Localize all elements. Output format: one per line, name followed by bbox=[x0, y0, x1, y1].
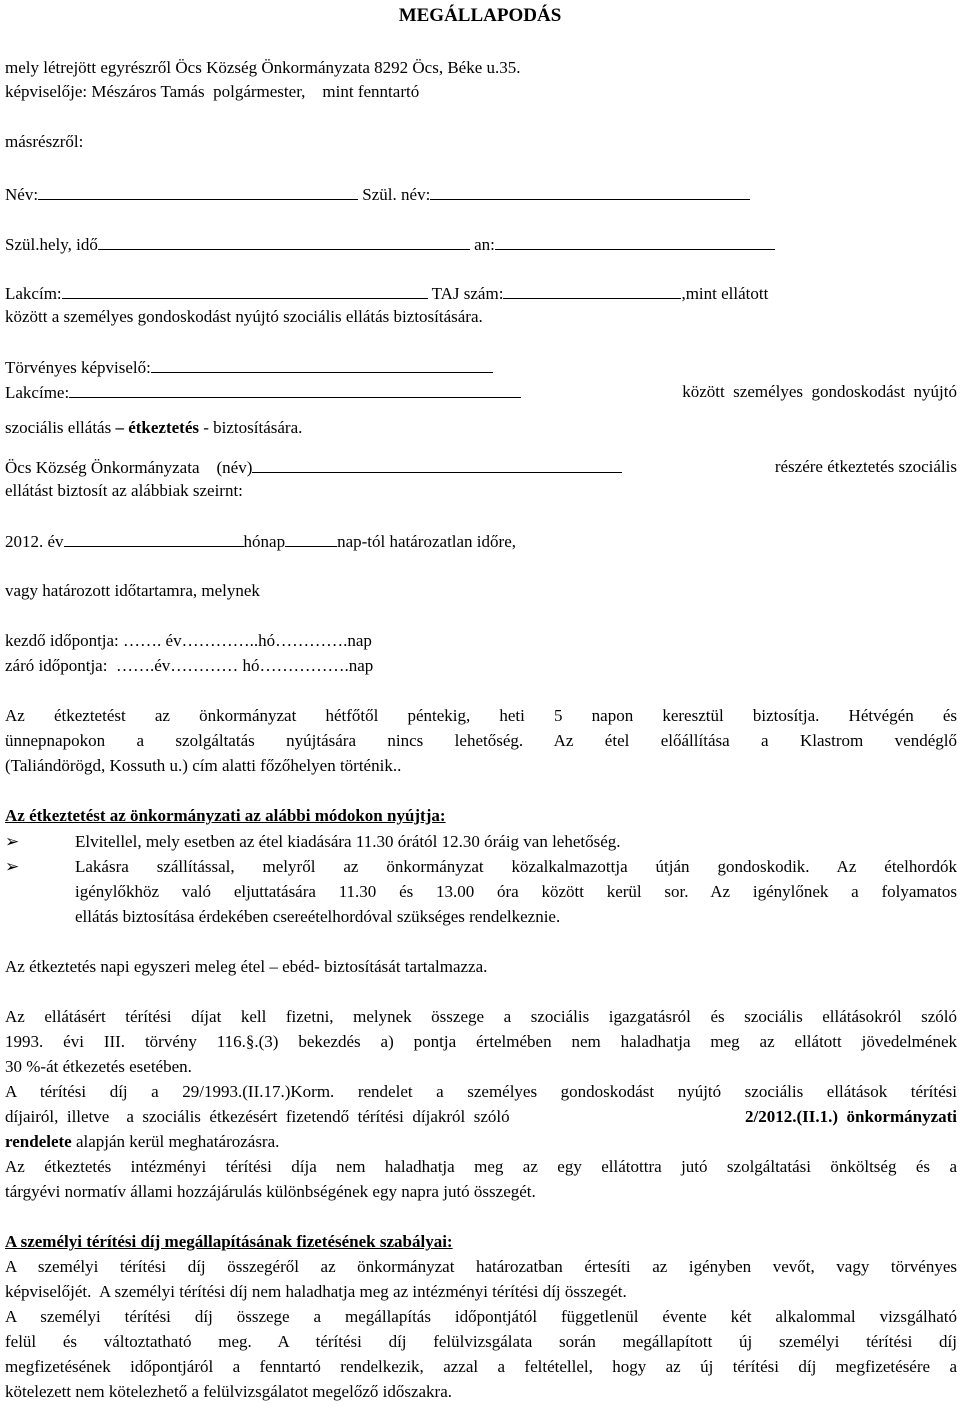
social-service-line bbox=[5, 415, 302, 440]
paragraph-5-line-1: Az étkeztetés intézményi térítési díja nem haladhatja meg az egy ellátottra jutó szolgáltatási önköltség és a bbox=[5, 1157, 957, 1176]
decree-word: rendelete bbox=[5, 1132, 72, 1151]
paragraph-3-line-1: Az ellátásért térítési díjat kell fizetni, melynek összege a szociális igazgatásról és szociális ellátásokról szóló bbox=[5, 1007, 957, 1026]
paragraph-4-line-2 bbox=[5, 1104, 957, 1129]
legal-rep-label: Törvényes képviselő: bbox=[5, 358, 151, 377]
birthplace-row bbox=[5, 231, 775, 257]
taj-label: TAJ szám: bbox=[431, 284, 504, 303]
bullet-2-line-2: igénylőkhöz való eljuttatására 11.30 és 13.00 óra között kerül sor. Az igénylőnek a folyamatos bbox=[75, 882, 957, 901]
birth-name-label: Szül. név: bbox=[362, 185, 431, 204]
paragraph-6-line-2: képviselőjét. A személyi térítési díj nem haladhatja meg az intézményi térítési díj összegét. bbox=[5, 1282, 627, 1301]
bullet-1: Elvitellel, mely esetben az étel kiadására 11.30 órától 12.30 óráig van lehetőség. bbox=[75, 832, 621, 851]
legal-rep-row bbox=[5, 354, 493, 380]
paragraph-1-line-2: ünnepnapokon a szolgáltatás nyújtására nincs lehetőség. Az étel előállítása a Klastrom vendéglő bbox=[5, 731, 957, 750]
municipality-row bbox=[5, 454, 957, 480]
paragraph-6-line-6: kötelezett nem kötelezhető a felülvizsgálatot megelőző időszakra. bbox=[5, 1382, 453, 1401]
legal-rep-address-row bbox=[5, 379, 957, 405]
paragraph-6-line-5: megfizetésének időpontjáról a fenntartó rendelkezik, azzal a feltétellel, hogy az új térítési díj megfizetésére a bbox=[5, 1357, 957, 1376]
recipient-name-field[interactable] bbox=[252, 454, 622, 473]
mother-name-label: an: bbox=[474, 235, 495, 254]
taj-field[interactable] bbox=[503, 280, 681, 299]
social-service-text: szociális ellátás bbox=[5, 418, 116, 437]
name-label: Név: bbox=[5, 185, 39, 204]
catering-bold: – étkeztetés bbox=[115, 418, 199, 437]
paragraph-3-line-3: 30 %-át étkezetés esetében. bbox=[5, 1057, 192, 1076]
birthplace-field[interactable] bbox=[98, 231, 470, 250]
bullet-2-line-1: Lakásra szállítással, melyről az önkormányzat közalkalmazottja útján gondoskodik. Az ételhordók bbox=[75, 857, 957, 876]
address-field[interactable] bbox=[62, 280, 428, 299]
arrow-bullet-icon: ➢ bbox=[5, 832, 20, 851]
start-time-line: kezdő időpontja: ……. év…………..hó………….nap bbox=[5, 631, 372, 650]
year-field[interactable] bbox=[64, 528, 244, 547]
heading-2: A személyi térítési díj megállapításának fizetésének szabályai: bbox=[5, 1232, 453, 1251]
municipality-text: Öcs Község Önkormányzata (név) bbox=[5, 458, 253, 477]
intro-line-2: képviselője: Mészáros Tamás polgármester, mint fenntartó bbox=[5, 82, 420, 101]
indefinite-text: nap-tól határozatlan időre, bbox=[337, 532, 516, 551]
provision-text: - biztosítására. bbox=[199, 418, 303, 437]
start-date-row bbox=[5, 528, 516, 554]
paragraph-6-line-4: felül és változtatható meg. A térítési díj felülvizsgálata során megállapított új személyi térítési díj bbox=[5, 1332, 957, 1351]
catering-for-text: részére étkeztetés szociális bbox=[774, 457, 957, 476]
decree-number: 2/2012.(II.1.) önkormányzati bbox=[744, 1107, 957, 1126]
paragraph-1-line-1: Az étkeztetést az önkormányzat hétfőtől péntekig, heti 5 napon keresztül biztosítja. Hétvégén és bbox=[5, 706, 957, 725]
as-client-text: ,mint ellátott bbox=[681, 284, 769, 303]
legal-rep-address-label: Lakcíme: bbox=[5, 383, 70, 402]
end-time-line: záró időpontja: …….év………… hó…………….nap bbox=[5, 656, 374, 675]
paragraph-4-line-3 bbox=[5, 1129, 279, 1154]
paragraph-3-line-2: 1993. évi III. törvény 116.§.(3) bekezdés a) pontja értelmében nem haladhatja meg az ellátott jövedelmének bbox=[5, 1032, 957, 1051]
day-field[interactable] bbox=[285, 528, 337, 547]
name-field[interactable] bbox=[38, 181, 358, 200]
fee-text: díjairól, illetve a szociális étkezésért fizetendő térítési díjakról szóló bbox=[5, 1107, 527, 1126]
month-text: hónap bbox=[243, 532, 286, 551]
intro-line-3: másrészről: bbox=[5, 132, 84, 151]
decree-tail: alapján kerül meghatározásra. bbox=[71, 1132, 280, 1151]
heading-1: Az étkeztetést az önkormányzati az alábbi módokon nyújtja: bbox=[5, 806, 446, 825]
birth-name-field[interactable] bbox=[430, 181, 750, 200]
paragraph-6-line-3: A személyi térítési díj összege a megállapítás időpontjától függetlenül évente két alkalommal vizsgálható bbox=[5, 1307, 957, 1326]
year-text: 2012. év bbox=[5, 532, 64, 551]
address-label: Lakcím: bbox=[5, 284, 62, 303]
fixed-term-line: vagy határozott időtartamra, melynek bbox=[5, 581, 260, 600]
document-title: MEGÁLLAPODÁS bbox=[398, 5, 562, 26]
paragraph-1-line-3: (Taliándörögd, Kossuth u.) cím alatti főzőhelyen történik.. bbox=[5, 756, 402, 775]
paragraph-6-line-1: A személyi térítési díj összegéről az önkormányzat határozatban értesíti az igényben vevőt, vagy törvényes bbox=[5, 1257, 957, 1276]
paragraph-4-line-1: A térítési díj a 29/1993.(II.17.)Korm. rendelet a személyes gondoskodást nyújtó szociális ellátások térítési bbox=[5, 1082, 957, 1101]
arrow-bullet-icon: ➢ bbox=[5, 857, 20, 876]
paragraph-2: Az étkeztetés napi egyszeri meleg étel – ebéd- biztosítását tartalmazza. bbox=[5, 957, 488, 976]
bullet-2-line-3: ellátás biztosítása érdekében csereételhordóval szükséges rendelkeznie. bbox=[75, 907, 561, 926]
birthplace-label: Szül.hely, idő bbox=[5, 235, 98, 254]
address-row bbox=[5, 280, 768, 306]
intro-line-1: mely létrejött egyrészről Öcs Község Önkormányzata 8292 Öcs, Béke u.35. bbox=[5, 58, 521, 77]
name-row bbox=[5, 181, 750, 207]
legal-rep-field[interactable] bbox=[151, 354, 493, 373]
between-line: között a személyes gondoskodást nyújtó szociális ellátás biztosítására. bbox=[5, 307, 483, 326]
paragraph-5-line-2: tárgyévi normatív állami hozzájárulás különbségének egy napra jutó összegét. bbox=[5, 1182, 536, 1201]
terms-line: ellátást biztosít az alábbiak szeirnt: bbox=[5, 481, 243, 500]
personal-care-text: között személyes gondoskodást nyújtó bbox=[682, 382, 957, 401]
legal-rep-address-field[interactable] bbox=[69, 379, 521, 398]
mother-name-field[interactable] bbox=[495, 231, 775, 250]
